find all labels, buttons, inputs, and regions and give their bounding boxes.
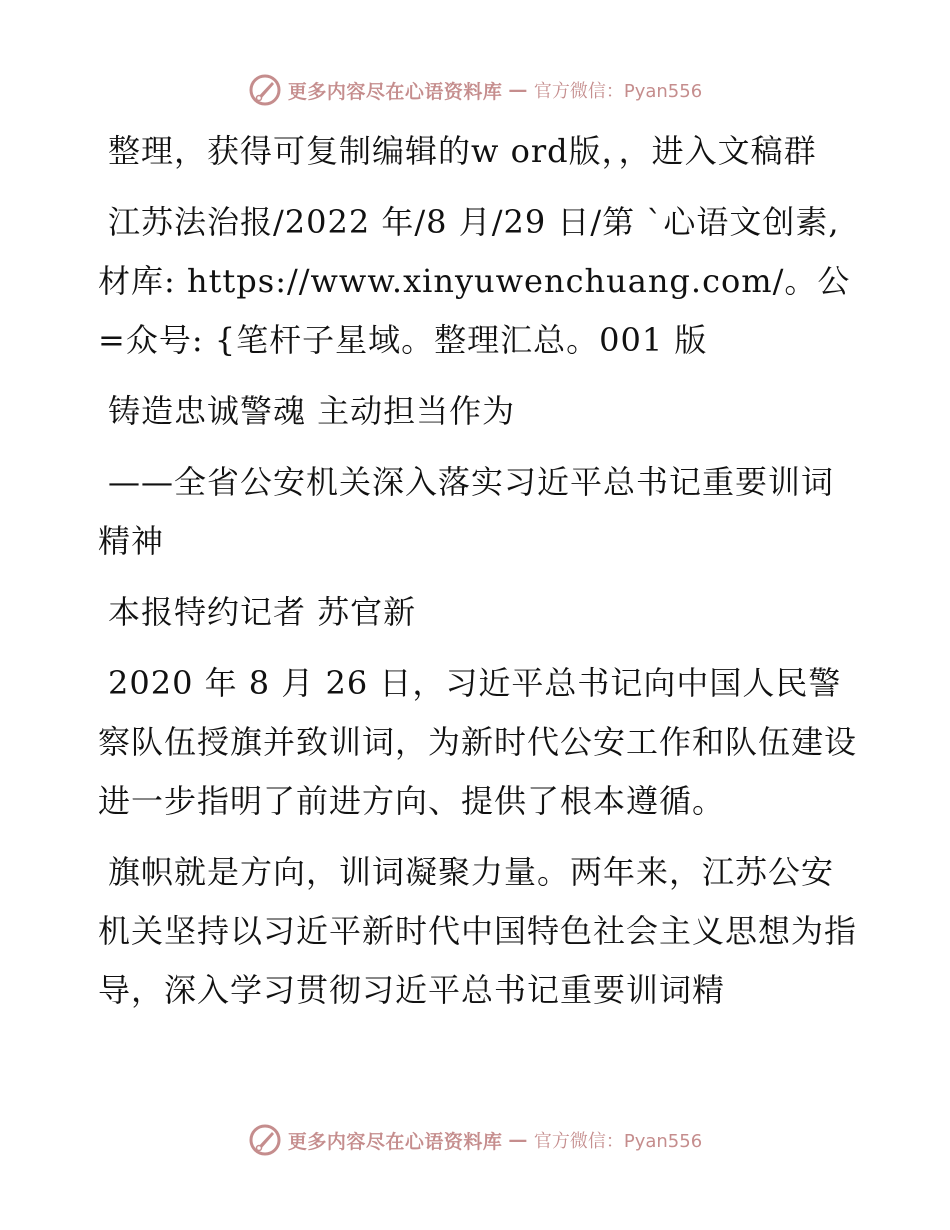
watermark-site-text: 更多内容尽在心语资料库 [287,80,503,103]
watermark-separator: — [508,1129,528,1151]
paragraph-body-2: 旗帜就是方向，训词凝聚力量。两年来，江苏公安机关坚持以习近平新时代中国特色社会主义思想为指导，深入学习贯彻习近平总书记重要训词精 [98,853,858,1009]
paragraph-intro: 整理，获得可复制编辑的w ord版，，进入文稿群 [108,132,817,170]
watermark-separator: — [508,79,528,101]
paragraph-source: 江苏法治报/2022 年/8 月/29 日/第 `心语文创素,材库: https://www.xinyuwenchuang.com/。公=众号: {笔杆子星域。整理汇总。001 版 [98,203,851,359]
logo-icon [248,1123,282,1157]
article-subtitle: ——全省公安机关深入落实习近平总书记重要训词精神 [98,463,835,560]
article-title: 铸造忠诚警魂 主动担当作为 [108,392,516,430]
watermark-wechat-text: 官方微信：Pyan556 [533,1131,703,1152]
header-watermark [0,68,950,112]
paragraph-body-1: 2020 年 8 月 26 日，习近平总书记向中国人民警察队伍授旗并致训词，为新时代公安工作和队伍建设进一步指明了前进方向、提供了根本遵循。 [98,664,858,820]
article-byline: 本报特约记者 苏官新 [108,593,417,631]
watermark-wechat-text: 官方微信：Pyan556 [533,81,703,102]
logo-icon [248,73,282,107]
document-body [98,122,858,1032]
watermark-site-text: 更多内容尽在心语资料库 [287,1130,503,1153]
footer-watermark [0,1118,950,1162]
